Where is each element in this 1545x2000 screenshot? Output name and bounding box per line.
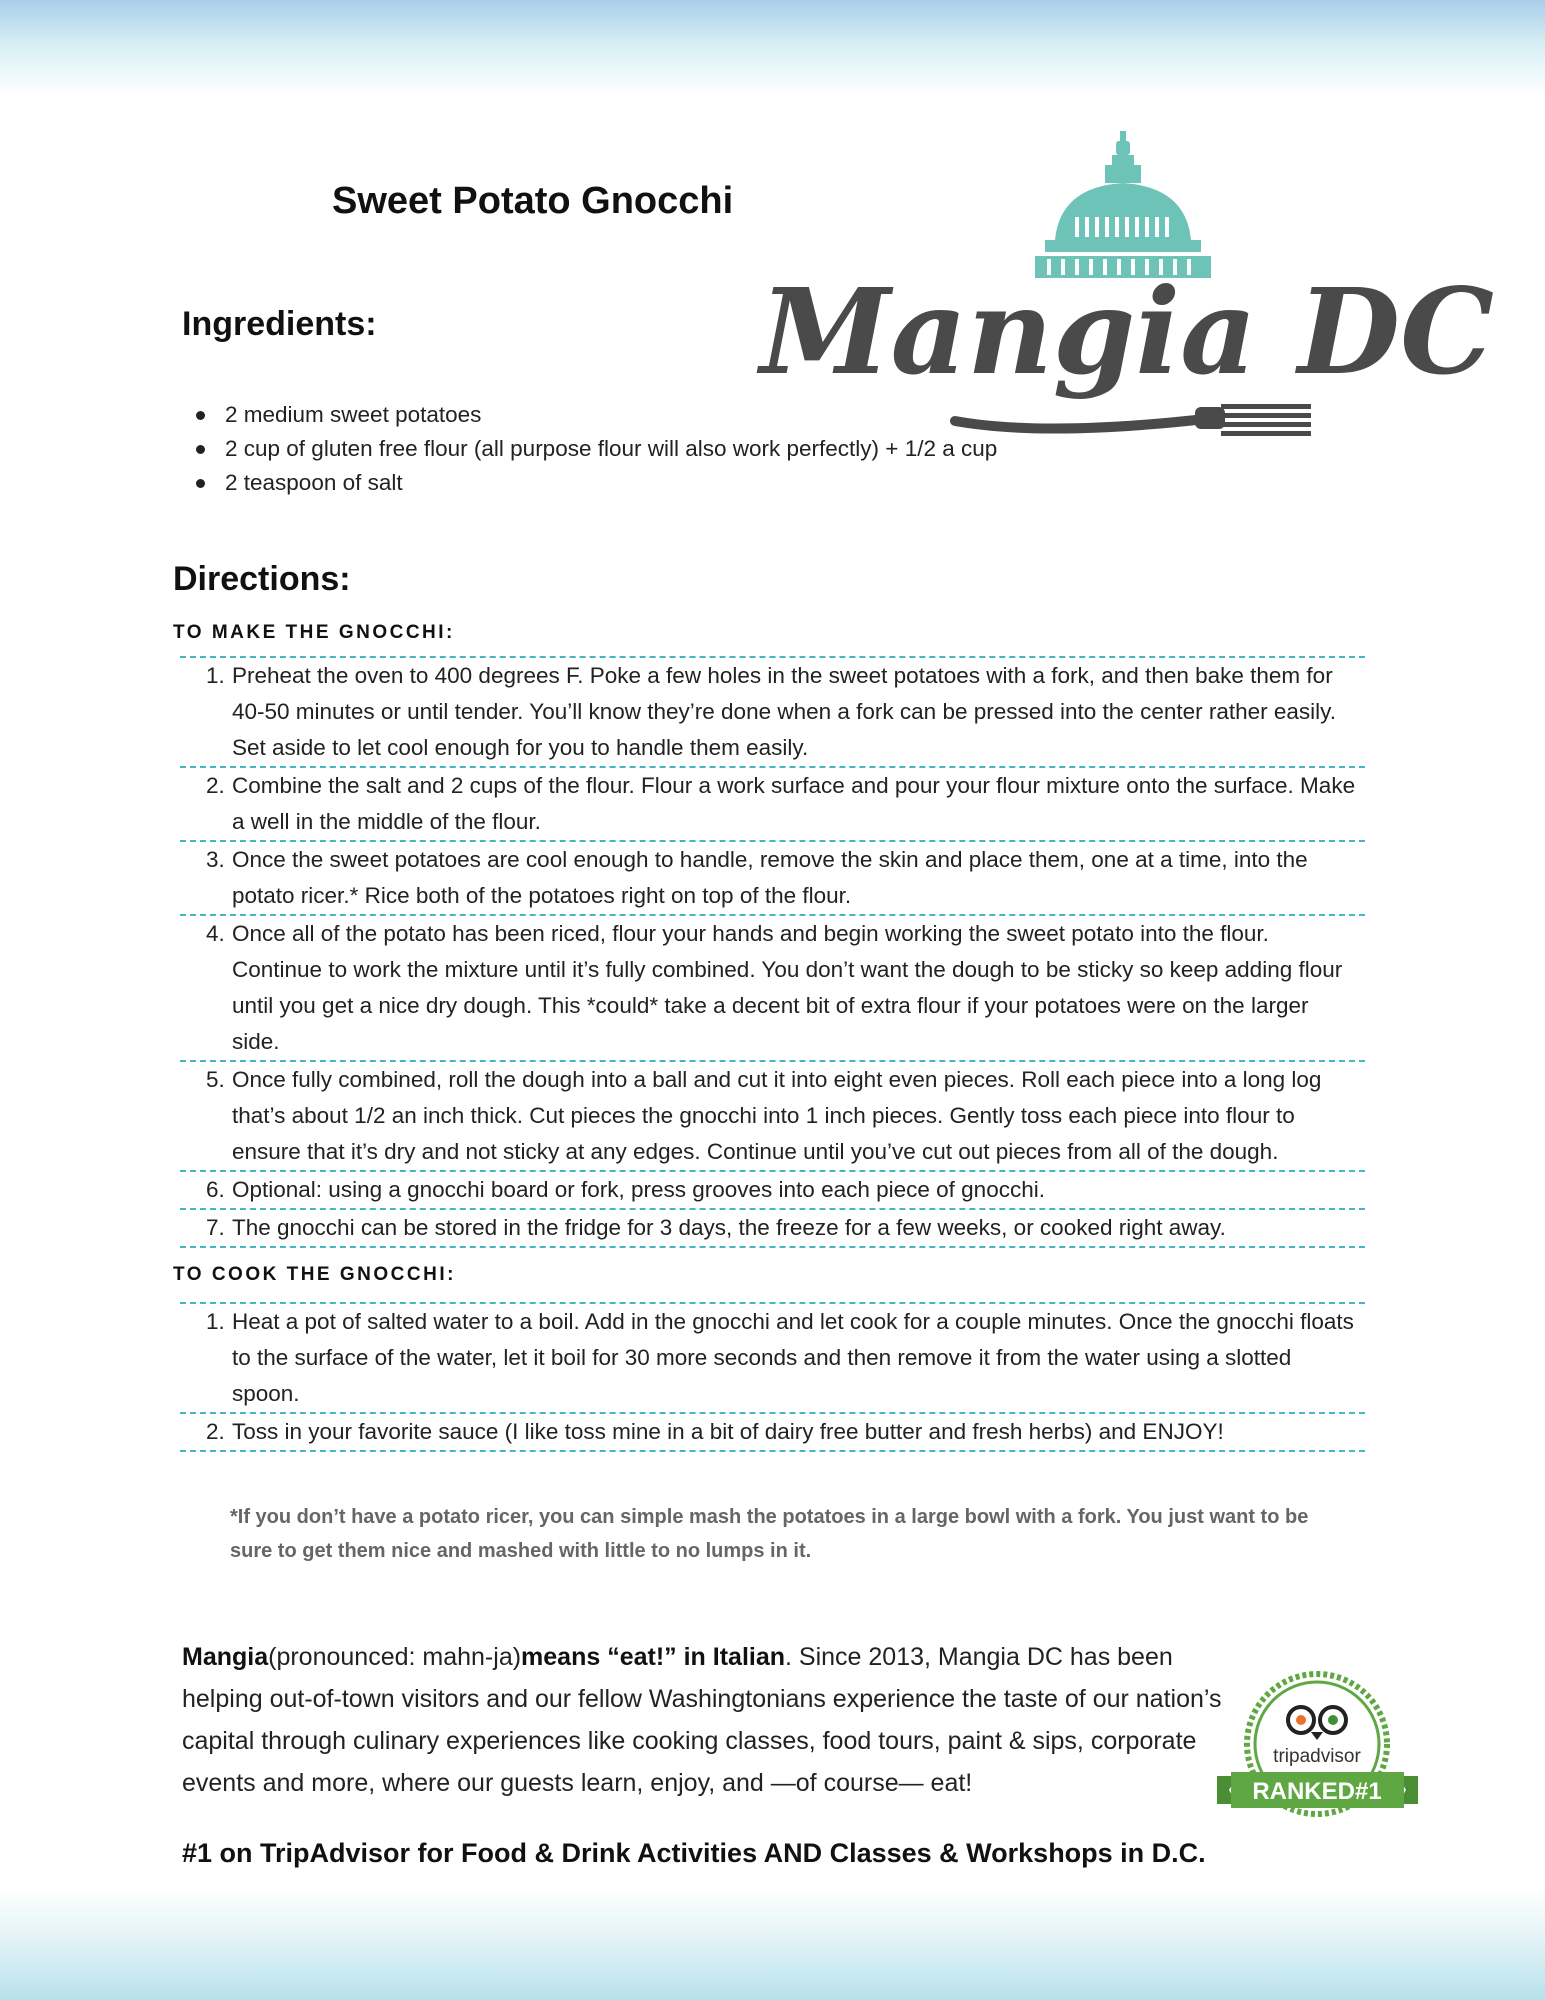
ingredient-text: 2 teaspoon of salt — [225, 470, 403, 495]
step-text: Combine the salt and 2 cups of the flour. Flour a work surface and pour your flour mixture onto the surface. Make a well in the middle of the flour. — [232, 773, 1356, 834]
step-number: 6. — [206, 1177, 225, 1202]
step-text: Toss in your favorite sauce (I like toss mine in a bit of dairy free butter and fresh herbs) and ENJOY! — [232, 1419, 1224, 1444]
about-word: Mangia — [182, 1643, 269, 1671]
step-text: Preheat the oven to 400 degrees F. Poke a few holes in the sweet potatoes with a fork, and then bake them for 40-50 minutes or until tender. You’ll know they’re done when a fork can be pressed into the center rather easily. Set aside to let cool enough for you to handle them easily. — [232, 663, 1336, 760]
step-item — [180, 1304, 1365, 1414]
ingredient-text: 2 medium sweet potatoes — [225, 402, 482, 427]
step-item — [180, 1414, 1365, 1452]
step-number: 1. — [206, 663, 225, 688]
step-item — [180, 1172, 1365, 1210]
tripadvisor-ranked-badge — [1215, 1672, 1420, 1832]
step-number: 7. — [206, 1215, 225, 1240]
about-pronunciation: (pronounced: mahn-ja) — [268, 1643, 522, 1671]
ingredients-list — [182, 398, 1082, 500]
ingredient-text: 2 cup of gluten free flour (all purpose flour will also work perfectly) + 1/2 a cup — [225, 436, 998, 461]
step-item — [180, 768, 1365, 842]
directions-heading: Directions: — [173, 560, 351, 598]
step-number: 4. — [206, 921, 225, 946]
step-text: Optional: using a gnocchi board or fork, press grooves into each piece of gnocchi. — [232, 1177, 1045, 1202]
ingredients-heading: Ingredients: — [182, 305, 377, 343]
potato-ricer-footnote: *If you don’t have a potato ricer, you can simple mash the potatoes in a large bowl with a fork. You just want to be sure to get them nice and mashed with little to no lumps in it. — [230, 1506, 1309, 1562]
bullet-icon — [196, 445, 205, 454]
step-text: Heat a pot of salted water to a boil. Add in the gnocchi and let cook for a couple minutes. Once the gnocchi floats to the surface of the water, let it boil for 30 more seconds and then remove it from the water using a slotted spoon. — [232, 1309, 1354, 1406]
step-item — [180, 842, 1365, 916]
about-meaning: means “eat!” in Italian — [521, 1643, 786, 1671]
logo-text: Mangia DC — [760, 262, 1494, 401]
capitol-dome-icon — [1035, 131, 1211, 278]
step-number: 5. — [206, 1067, 225, 1092]
step-item — [180, 1210, 1365, 1248]
step-number: 1. — [206, 1309, 225, 1334]
step-number: 2. — [206, 1419, 225, 1444]
step-number: 2. — [206, 773, 225, 798]
top-gradient-band — [0, 0, 1545, 95]
bullet-icon — [196, 411, 205, 420]
recipe-title: Sweet Potato Gnocchi — [332, 180, 734, 222]
cook-gnocchi-heading: TO COOK THE GNOCCHI: — [173, 1264, 456, 1285]
step-text: Once all of the potato has been riced, flour your hands and begin working the sweet potato into the flour. Continue to work the mixture until it’s fully combined. You don’t want the dough to be sticky so keep adding flour until you get a nice dry dough. This *could* take a decent bit of extra flour if your potatoes were on the larger side. — [232, 921, 1343, 1054]
make-gnocchi-heading: TO MAKE THE GNOCCHI: — [173, 622, 455, 643]
step-number: 3. — [206, 847, 225, 872]
tripadvisor-ranking-line: #1 on TripAdvisor for Food & Drink Activities AND Classes & Workshops in D.C. — [182, 1838, 1206, 1868]
cook-steps-list — [180, 1302, 1365, 1452]
step-item — [180, 916, 1365, 1062]
make-steps-list — [180, 656, 1365, 1248]
tripadvisor-wordmark: tripadvisor — [1273, 1746, 1361, 1767]
bullet-icon — [196, 479, 205, 488]
bottom-gradient-band — [0, 1890, 1545, 2000]
ranked-label: RANKED#1 — [1252, 1778, 1382, 1805]
about-mangia-paragraph — [182, 1636, 1242, 1804]
step-item — [180, 658, 1365, 768]
ingredient-item — [182, 398, 1082, 432]
ingredient-item — [182, 432, 1082, 466]
mangia-dc-logo — [760, 125, 1494, 445]
ingredient-item — [182, 466, 1082, 500]
step-item — [180, 1062, 1365, 1172]
step-text: The gnocchi can be stored in the fridge for 3 days, the freeze for a few weeks, or cooked right away. — [232, 1215, 1226, 1240]
step-text: Once the sweet potatoes are cool enough to handle, remove the skin and place them, one at a time, into the potato ricer.* Rice both of the potatoes right on top of the flour. — [232, 847, 1308, 908]
step-text: Once fully combined, roll the dough into a ball and cut it into eight even pieces. Roll each piece into a long log that’s about 1/2 an inch thick. Cut pieces the gnocchi into 1 inch pieces. Gently toss each piece into flour to ensure that it’s dry and not sticky at any edges. Continue until you’ve cut out pieces from all of the dough. — [232, 1067, 1322, 1164]
about-body: . Since 2013, Mangia DC has been helping out-of-town visitors and our fellow Washingtonians experience the taste of our nation’s capital through culinary experiences like cooking classes, food tours, paint & sips, corporate events and more, where our guests learn, enjoy, and —of course— eat! — [182, 1643, 1222, 1797]
